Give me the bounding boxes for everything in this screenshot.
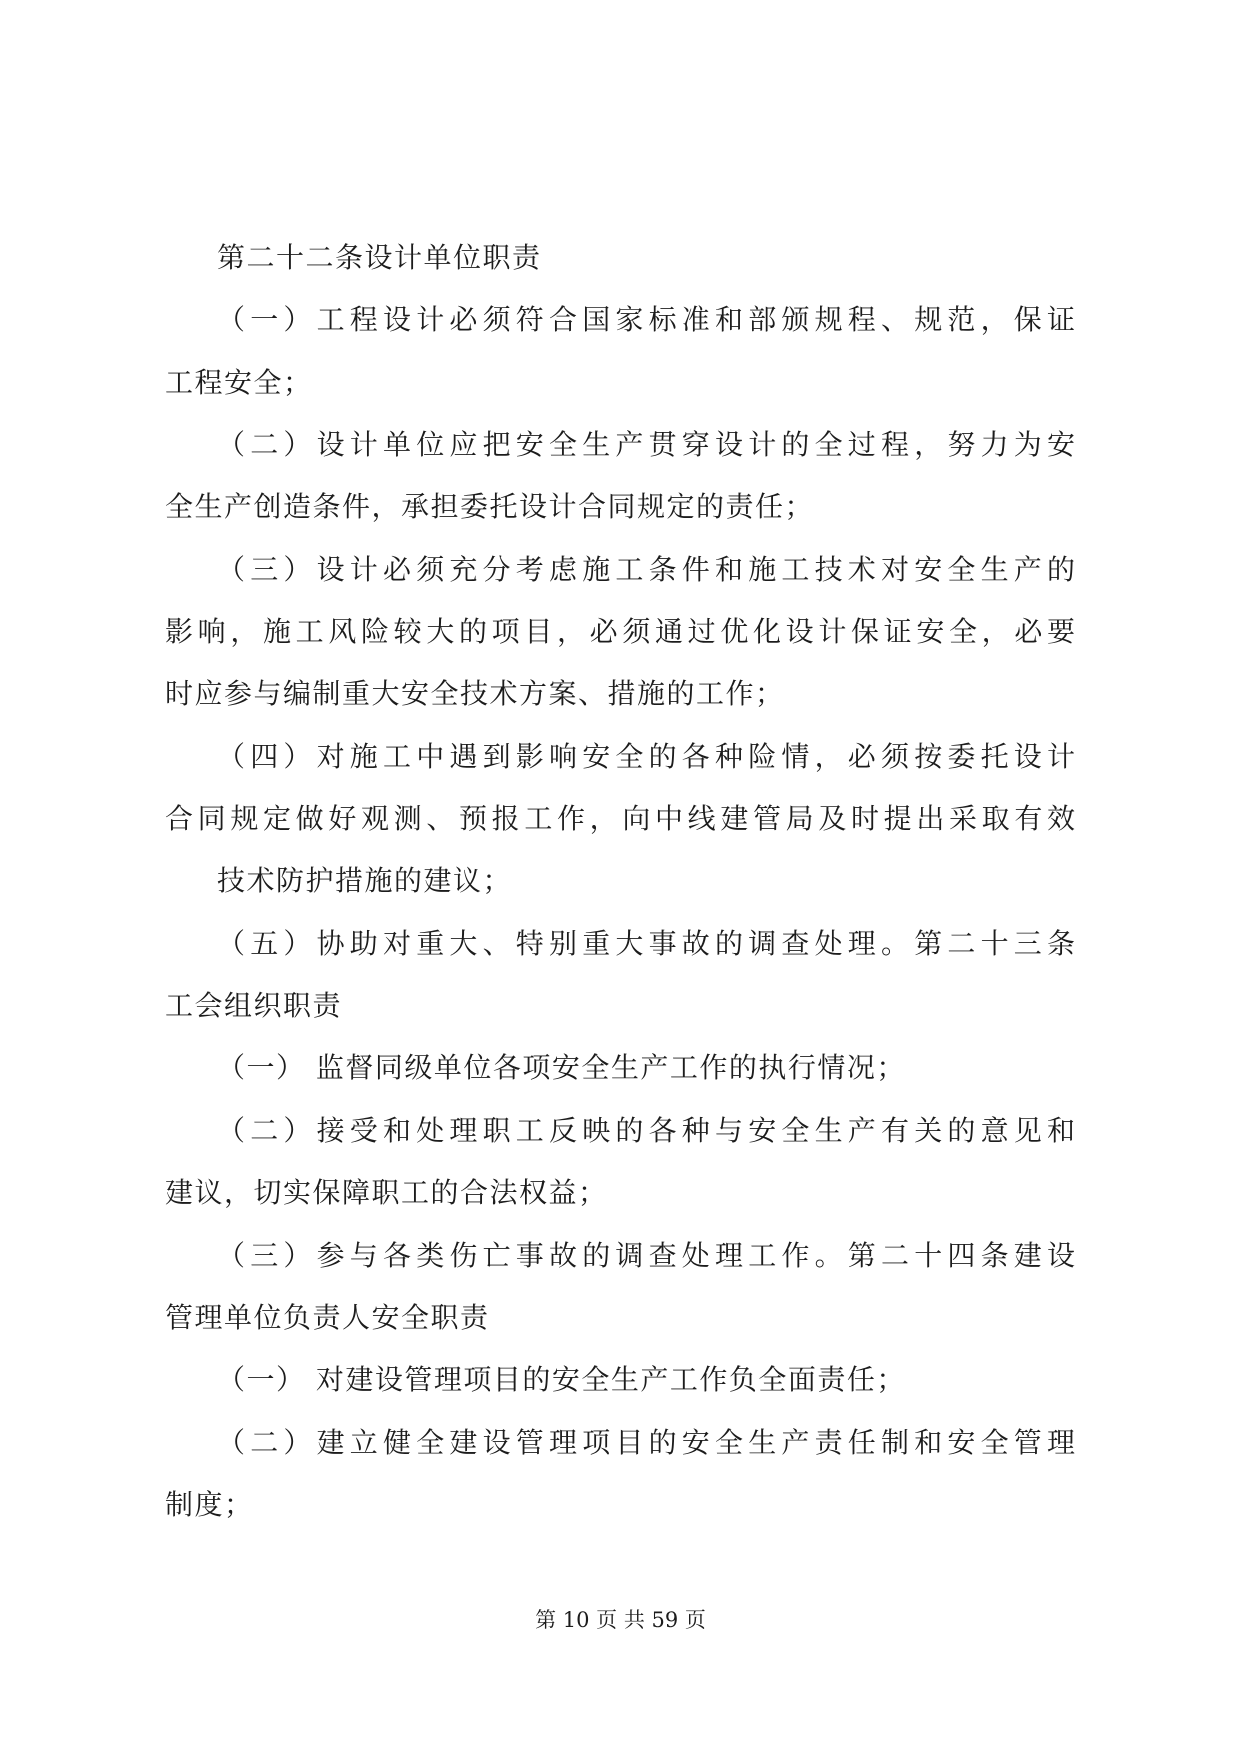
clause-line: 技术防护措施的建议； [217,864,513,898]
clause-line: 时应参与编制重大安全技术方案、措施的工作； [165,677,785,711]
page-number-footer: 第 10 页 共 59 页 [535,1608,706,1632]
clause-line: 影响，施工风险较大的项目，必须通过优化设计保证安全，必要 [165,615,1075,649]
clause-line: 建议，切实保障职工的合法权益； [165,1176,608,1210]
clause-line: （二）建立健全建设管理项目的安全生产责任制和安全管理 [217,1425,1075,1459]
clause-line: （三）设计必须充分考虑施工条件和施工技术对安全生产的 [217,552,1075,586]
document-body [165,227,1075,1536]
clause-line: 工程安全； [165,365,313,399]
article-23-heading: 工会组织职责 [165,989,343,1023]
clause-line: （一） 对建设管理项目的安全生产工作负全面责任； [217,1363,906,1397]
clause-line: （三）参与各类伤亡事故的调查处理工作。第二十四条建设 [217,1238,1075,1272]
article-24-heading: 管理单位负责人安全职责 [165,1300,490,1334]
clause-line: 制度； [165,1487,254,1521]
clause-line: 合同规定做好观测、预报工作，向中线建管局及时提出采取有效 [165,802,1075,836]
clause-line: （二）接受和处理职工反映的各种与安全生产有关的意见和 [217,1113,1075,1147]
article-22-heading: 第二十二条设计单位职责 [217,241,542,274]
clause-line: （五）协助对重大、特别重大事故的调查处理。第二十三条 [217,926,1075,960]
clause-line: 全生产创造条件，承担委托设计合同规定的责任； [165,490,815,524]
clause-line: （二）设计单位应把安全生产贯穿设计的全过程，努力为安 [217,428,1075,462]
clause-line: （一） 监督同级单位各项安全生产工作的执行情况； [217,1051,906,1085]
clause-line: （四）对施工中遇到影响安全的各种险情，必须按委托设计 [217,739,1075,773]
clause-line: （一）工程设计必须符合国家标准和部颁规程、规范，保证 [217,303,1075,337]
